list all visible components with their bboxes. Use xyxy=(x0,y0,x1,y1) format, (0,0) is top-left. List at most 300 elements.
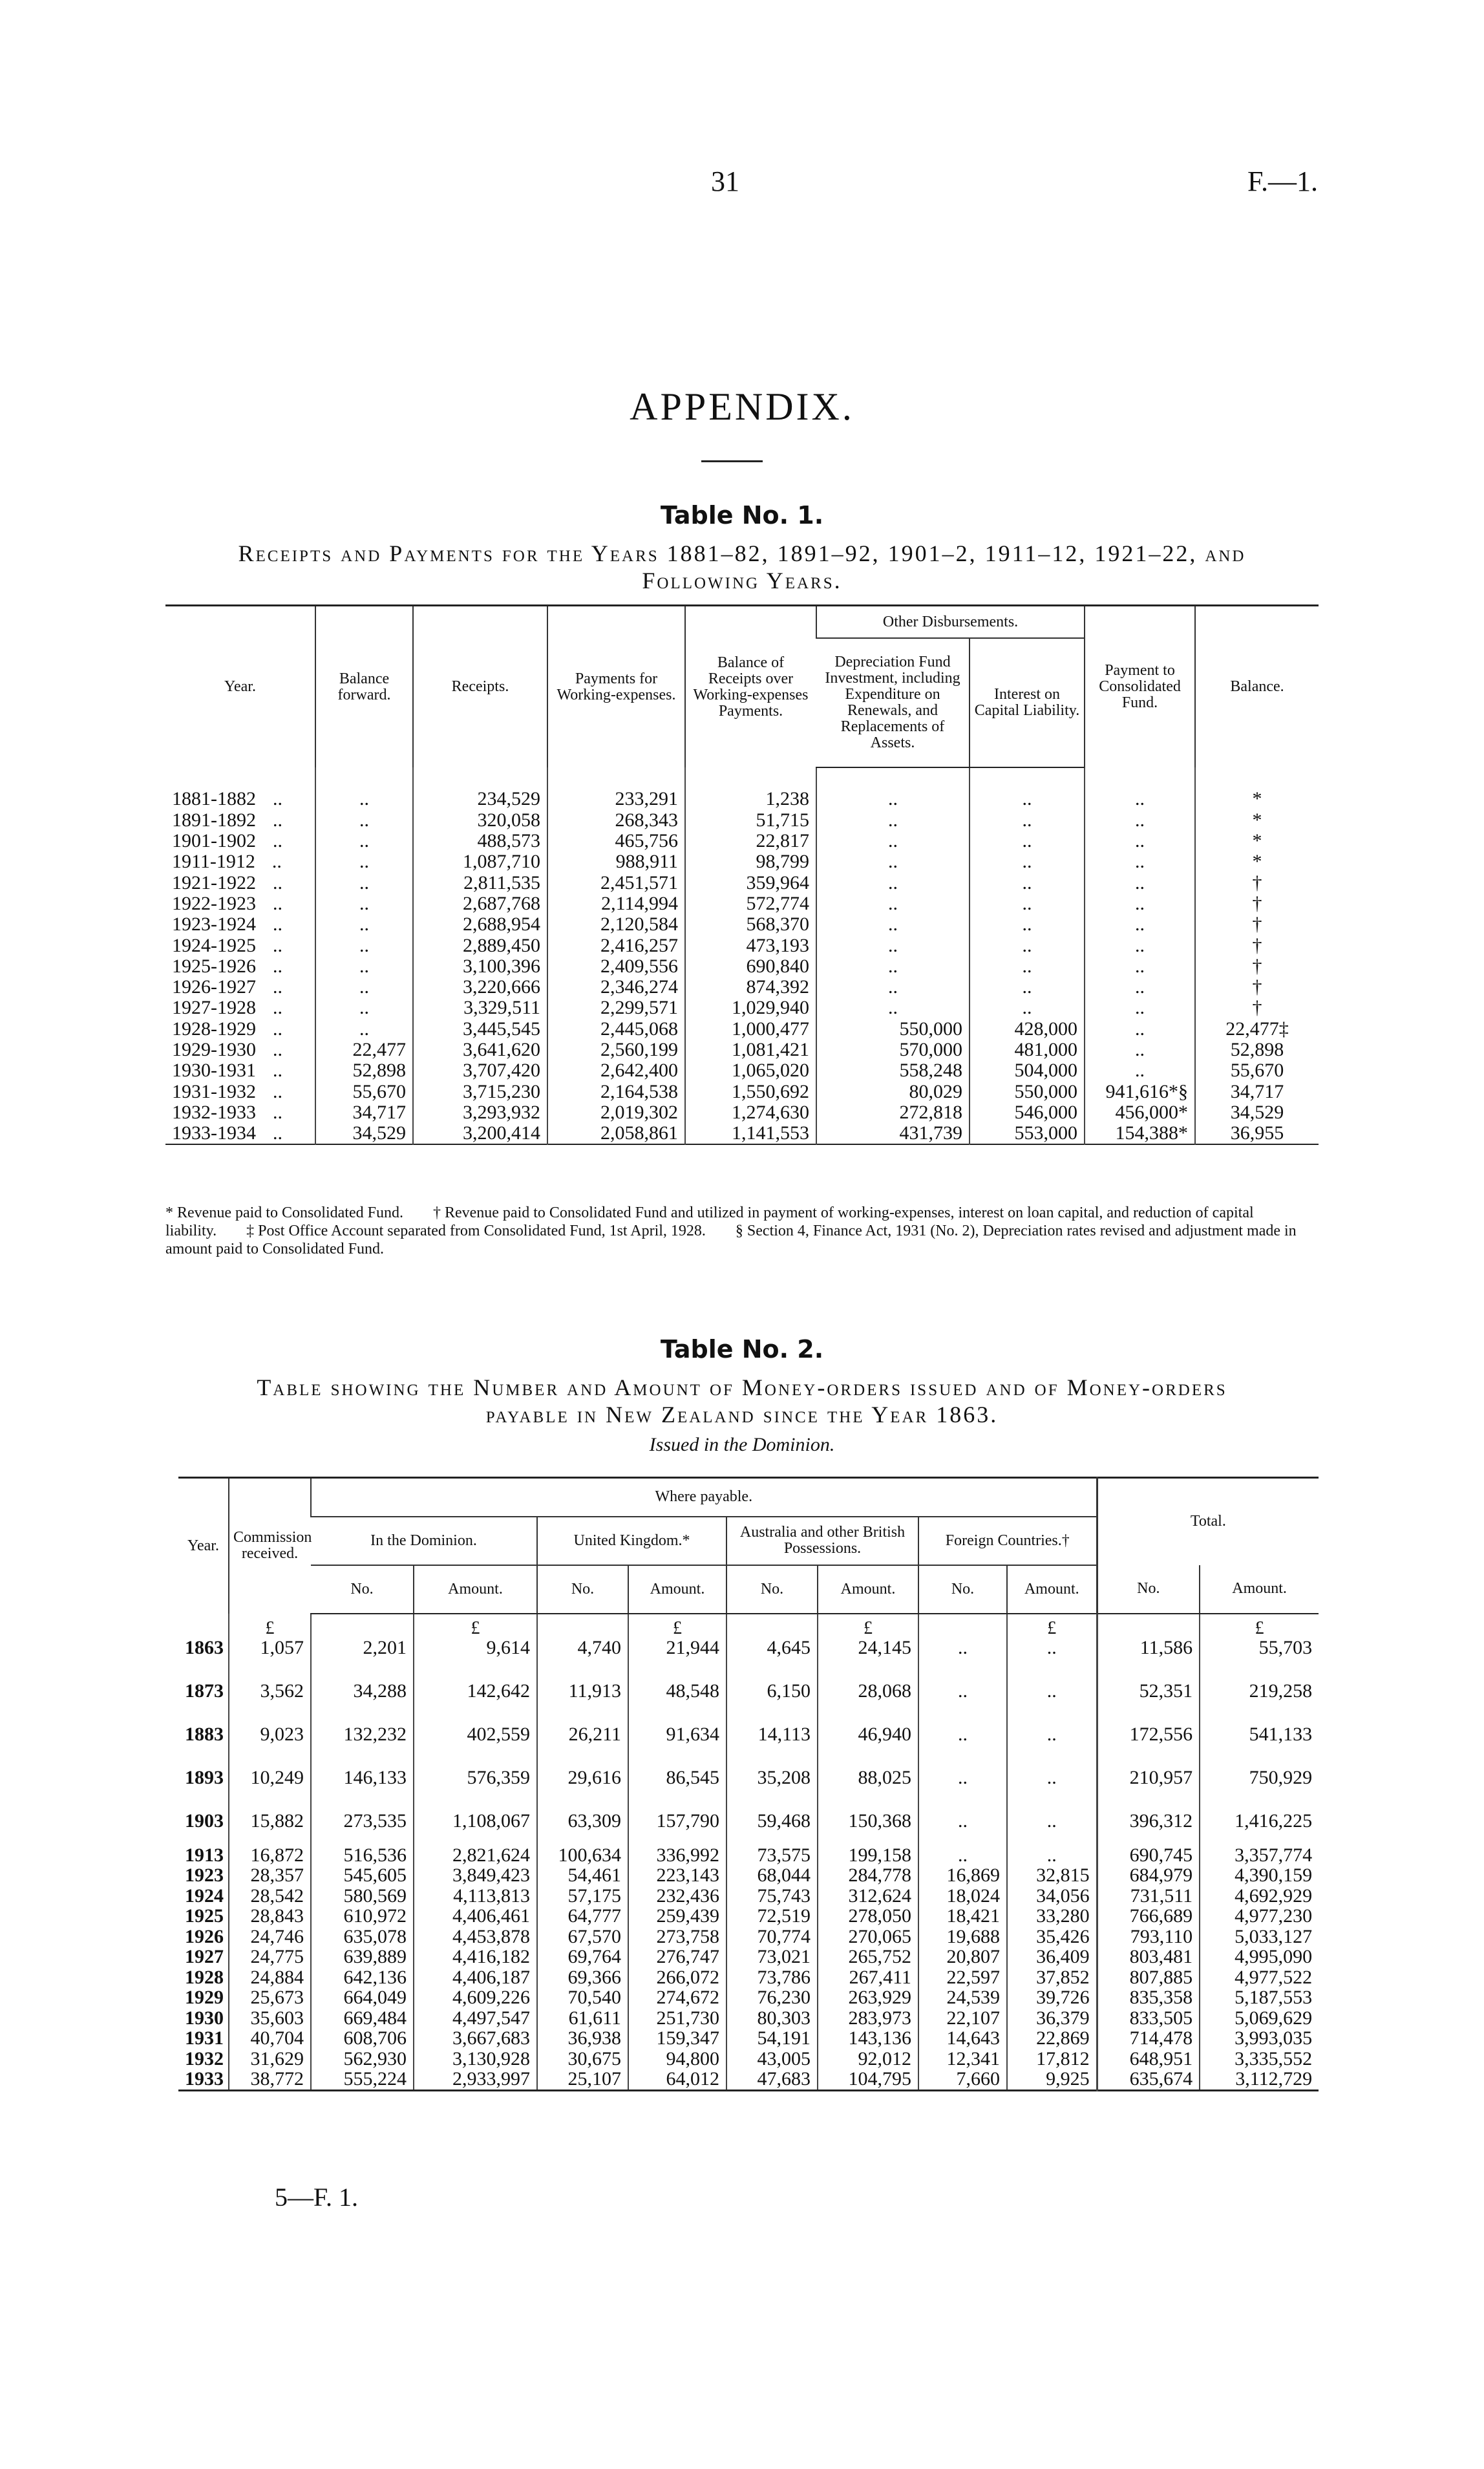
cell-balance: 36,955 xyxy=(1195,1123,1319,1144)
cell-payments: 268,343 xyxy=(547,810,685,831)
cell-commission: 31,629 xyxy=(229,2049,311,2069)
cell-australia-amount: 283,973 xyxy=(818,2008,918,2029)
cell-dominion-no: 273,535 xyxy=(311,1788,414,1831)
cell-year xyxy=(165,1102,315,1123)
cell-dominion-amount: 3,667,683 xyxy=(414,2028,537,2049)
cell-total-amount: 5,069,629 xyxy=(1200,2008,1319,2029)
cell-receipts: 2,811,535 xyxy=(413,872,547,893)
table-row xyxy=(178,1987,1319,2008)
cell-payments: 2,445,068 xyxy=(547,1019,685,1040)
cell-australia-no: 70,774 xyxy=(726,1927,818,1947)
cell-depreciation: .. xyxy=(816,789,970,809)
cell-dominion-no: 642,136 xyxy=(311,1967,414,1988)
cell-australia-amount: 46,940 xyxy=(818,1701,918,1744)
cell-receipts: 3,220,666 xyxy=(413,977,547,998)
cell-total-amount: 4,995,090 xyxy=(1200,1947,1319,1967)
cell-receipts: 3,200,414 xyxy=(413,1123,547,1144)
cell-depreciation: .. xyxy=(816,935,970,956)
cell-australia-no: 59,468 xyxy=(726,1788,818,1831)
cell-depreciation: .. xyxy=(816,851,970,872)
cell-year: 1863 xyxy=(185,1636,224,1658)
cell-interest: .. xyxy=(970,831,1085,851)
cell-balance-receipts: 1,081,421 xyxy=(685,1040,816,1060)
col-australia-amount: Amount. xyxy=(818,1565,918,1614)
cell-foreign-amount: .. xyxy=(1007,1701,1097,1744)
cell-australia-amount: 28,068 xyxy=(818,1658,918,1701)
row-leader: .. xyxy=(273,871,282,893)
cell-dominion-no: 635,078 xyxy=(311,1927,414,1947)
cell-uk-no: 54,461 xyxy=(537,1865,628,1886)
cell-foreign-amount: 36,409 xyxy=(1007,1947,1097,1967)
col-balance-forward: Balance forward. xyxy=(315,606,413,768)
col-australia-no: No. xyxy=(726,1565,818,1614)
cell-value: 1,057 xyxy=(260,1636,304,1658)
cell-commission: 25,673 xyxy=(229,1987,311,2008)
cell-year: 1933 xyxy=(185,2068,224,2090)
cell-australia-no: 4,645 xyxy=(726,1614,818,1658)
table2-title-line1: Table showing the Number and Amount of Money-orders issued and of Money-orders xyxy=(257,1374,1227,1400)
cell-foreign-amount: 22,869 xyxy=(1007,2028,1097,2049)
cell-year xyxy=(165,872,315,893)
cell-total-amount: 5,187,553 xyxy=(1200,1987,1319,2008)
cell-australia-no: 43,005 xyxy=(726,2049,818,2069)
cell-year: 1903 xyxy=(185,1810,224,1832)
cell-uk-amount: 266,072 xyxy=(628,1967,726,1988)
cell-balance: † xyxy=(1195,914,1319,935)
cell-uk-no: 100,634 xyxy=(537,1845,628,1866)
cell-australia-no: 73,786 xyxy=(726,1967,818,1988)
cell-payment-consolidated-fund: .. xyxy=(1085,1060,1195,1081)
row-leader: .. xyxy=(271,851,282,873)
cell-uk-no: 69,764 xyxy=(537,1947,628,1967)
cell-interest: .. xyxy=(970,935,1085,956)
table-row xyxy=(165,789,1319,809)
cell-commission: 9,023 xyxy=(229,1701,311,1744)
cell-dominion-no: 545,605 xyxy=(311,1865,414,1886)
cell-balance-receipts: 359,964 xyxy=(685,872,816,893)
row-year: 1927-1928 xyxy=(172,997,256,1019)
spacer-cell xyxy=(414,1831,537,1845)
cell-depreciation: .. xyxy=(816,977,970,998)
cell-foreign-no: .. xyxy=(918,1744,1007,1788)
cell-payment-consolidated-fund: 941,616*§ xyxy=(1085,1081,1195,1102)
pound-symbol: £ xyxy=(1255,1618,1264,1638)
cell-payment-consolidated-fund: .. xyxy=(1085,914,1195,935)
cell-balance-receipts: 1,550,692 xyxy=(685,1081,816,1102)
spacer-cell xyxy=(1200,1831,1319,1845)
col-foreign-amount: Amount. xyxy=(1007,1565,1097,1614)
cell-receipts: 3,100,396 xyxy=(413,956,547,977)
cell-australia-amount: 143,136 xyxy=(818,2028,918,2049)
cell-dominion-amount: 3,130,928 xyxy=(414,2049,537,2069)
cell-foreign-amount: .. xyxy=(1007,1845,1097,1866)
cell-foreign-amount: .. xyxy=(1007,1658,1097,1701)
cell-uk-amount: 91,634 xyxy=(628,1701,726,1744)
pound-symbol: £ xyxy=(673,1618,682,1638)
col-year: Year. xyxy=(224,678,256,695)
spacer-cell xyxy=(628,1831,726,1845)
table-row xyxy=(165,810,1319,831)
cell-uk-amount: 259,439 xyxy=(628,1906,726,1927)
table-row xyxy=(165,998,1319,1018)
table-row xyxy=(178,2049,1319,2069)
cell-payment-consolidated-fund: .. xyxy=(1085,851,1195,872)
cell-uk-no: 26,211 xyxy=(537,1701,628,1744)
cell-balance-receipts: 1,065,020 xyxy=(685,1060,816,1081)
pound-symbol: £ xyxy=(864,1618,873,1638)
cell-depreciation: 80,029 xyxy=(816,1081,970,1102)
cell-year: 1893 xyxy=(185,1766,224,1788)
cell-australia-amount: 312,624 xyxy=(818,1886,918,1907)
row-year: 1922-1923 xyxy=(172,892,256,914)
row-year: 1921-1922 xyxy=(172,871,256,893)
cell-payments: 2,560,199 xyxy=(547,1040,685,1060)
cell-receipts: 234,529 xyxy=(413,789,547,809)
cell-uk-amount: 232,436 xyxy=(628,1886,726,1907)
cell-interest: 546,000 xyxy=(970,1102,1085,1123)
col-payments: Payments for Working-expenses. xyxy=(547,606,685,768)
cell-foreign-amount xyxy=(1007,1614,1097,1658)
table1-title-line1: Receipts and Payments for the Years 1881–82, 1891–92, 1901–2, 1911–12, 1921–22, and xyxy=(238,540,1246,566)
row-year: 1924-1925 xyxy=(172,934,256,956)
table-row xyxy=(165,893,1319,914)
cell-dominion-no: 664,049 xyxy=(311,1987,414,2008)
cell-year xyxy=(165,977,315,998)
cell-commission: 10,249 xyxy=(229,1744,311,1788)
cell-balance-forward: .. xyxy=(315,789,413,809)
cell-foreign-no: .. xyxy=(918,1845,1007,1866)
cell-depreciation: 558,248 xyxy=(816,1060,970,1081)
col-group-other-disbursements: Other Disbursements. xyxy=(816,606,1085,639)
col-commission: Commission received. xyxy=(229,1478,311,1614)
cell-interest: .. xyxy=(970,893,1085,914)
cell-dominion-no: 639,889 xyxy=(311,1947,414,1967)
cell-receipts: 1,087,710 xyxy=(413,851,547,872)
cell-balance-receipts: 1,141,553 xyxy=(685,1123,816,1144)
cell-uk-amount: 94,800 xyxy=(628,2049,726,2069)
cell-commission: 28,542 xyxy=(229,1886,311,1907)
cell-total-no: 731,511 xyxy=(1097,1886,1200,1907)
cell-total-no: 210,957 xyxy=(1097,1744,1200,1788)
cell-uk-amount: 159,347 xyxy=(628,2028,726,2049)
cell-total-amount: 3,357,774 xyxy=(1200,1845,1319,1866)
cell-payments: 2,058,861 xyxy=(547,1123,685,1144)
table-row xyxy=(178,1845,1319,1866)
table-row xyxy=(178,1701,1319,1744)
cell-balance: 34,529 xyxy=(1195,1102,1319,1123)
cell-balance-forward: .. xyxy=(315,893,413,914)
cell-payment-consolidated-fund: .. xyxy=(1085,956,1195,977)
cell-balance-forward: .. xyxy=(315,935,413,956)
page-number: 31 xyxy=(711,166,739,197)
cell-uk-no: 63,309 xyxy=(537,1788,628,1831)
money-orders-table xyxy=(178,1477,1319,2091)
cell-interest: .. xyxy=(970,789,1085,809)
cell-total-amount: 4,977,522 xyxy=(1200,1967,1319,1988)
table-row xyxy=(178,2028,1319,2049)
cell-total-amount: 3,993,035 xyxy=(1200,2028,1319,2049)
cell-interest: .. xyxy=(970,956,1085,977)
cell-dominion-no: 580,569 xyxy=(311,1886,414,1907)
cell-foreign-no: .. xyxy=(918,1658,1007,1701)
cell-depreciation: .. xyxy=(816,893,970,914)
cell-total-no: 396,312 xyxy=(1097,1788,1200,1831)
cell-balance-forward: .. xyxy=(315,956,413,977)
cell-receipts: 3,445,545 xyxy=(413,1019,547,1040)
cell-receipts: 2,687,768 xyxy=(413,893,547,914)
row-leader: .. xyxy=(273,1039,282,1060)
cell-depreciation: 570,000 xyxy=(816,1040,970,1060)
cell-receipts: 2,688,954 xyxy=(413,914,547,935)
cell-commission xyxy=(229,1614,311,1658)
cell-australia-amount: 267,411 xyxy=(818,1967,918,1988)
footnote-asterisk: * Revenue paid to Consolidated Fund. xyxy=(165,1204,403,1221)
cell-interest: .. xyxy=(970,810,1085,831)
cell-foreign-amount: 35,426 xyxy=(1007,1927,1097,1947)
cell-year: 1930 xyxy=(185,2007,224,2029)
cell-total-amount: 3,112,729 xyxy=(1200,2069,1319,2090)
cell-total-amount: 541,133 xyxy=(1200,1701,1319,1744)
pound-symbol: £ xyxy=(471,1618,480,1638)
cell-depreciation: 272,818 xyxy=(816,1102,970,1123)
cell-total-amount: 5,033,127 xyxy=(1200,1927,1319,1947)
row-year: 1911-1912 xyxy=(172,851,255,873)
cell-depreciation: .. xyxy=(816,998,970,1018)
footnote-dagger: † Revenue paid to Consolidated Fund and utilized in payment of working-expenses, interest on loan capital, and reduction of capital liability. xyxy=(165,1204,1254,1239)
cell-balance-forward: .. xyxy=(315,977,413,998)
cell-year xyxy=(165,1081,315,1102)
cell-balance-receipts: 1,000,477 xyxy=(685,1019,816,1040)
cell-interest: 504,000 xyxy=(970,1060,1085,1081)
cell-dominion-amount: 2,933,997 xyxy=(414,2069,537,2090)
cell-depreciation: .. xyxy=(816,956,970,977)
col-group-total: Total. xyxy=(1097,1478,1319,1565)
cell-payment-consolidated-fund: .. xyxy=(1085,1019,1195,1040)
title-divider xyxy=(701,460,763,462)
cell-balance: † xyxy=(1195,935,1319,956)
cell-balance-receipts: 51,715 xyxy=(685,810,816,831)
cell-foreign-no: .. xyxy=(918,1614,1007,1658)
table-row xyxy=(178,1967,1319,1988)
col-payment-consolidated-fund: Payment to Consolidated Fund. xyxy=(1085,606,1195,768)
spacer-cell xyxy=(537,1831,628,1845)
cell-receipts: 320,058 xyxy=(413,810,547,831)
cell-australia-amount: 150,368 xyxy=(818,1788,918,1831)
cell-australia-amount xyxy=(818,1614,918,1658)
spacer-cell xyxy=(229,1831,311,1845)
cell-year: 1913 xyxy=(185,1844,224,1866)
cell-payment-consolidated-fund: .. xyxy=(1085,1040,1195,1060)
cell-total-no: 793,110 xyxy=(1097,1927,1200,1947)
cell-year: 1929 xyxy=(185,1987,224,2009)
cell-balance-receipts: 874,392 xyxy=(685,977,816,998)
cell-dominion-no: 34,288 xyxy=(311,1658,414,1701)
table-row xyxy=(178,1658,1319,1701)
cell-balance-forward: 34,717 xyxy=(315,1102,413,1123)
cell-foreign-amount: 17,812 xyxy=(1007,2049,1097,2069)
row-year: 1928-1929 xyxy=(172,1018,256,1040)
table-row xyxy=(165,1060,1319,1081)
table-row xyxy=(165,1040,1319,1060)
table-row xyxy=(165,977,1319,998)
cell-foreign-amount: 33,280 xyxy=(1007,1906,1097,1927)
cell-balance-forward: .. xyxy=(315,831,413,851)
cell-total-no: 52,351 xyxy=(1097,1658,1200,1701)
cell-balance-forward: .. xyxy=(315,851,413,872)
cell-balance-forward: .. xyxy=(315,998,413,1018)
cell-uk-no: 11,913 xyxy=(537,1658,628,1701)
cell-receipts: 3,293,932 xyxy=(413,1102,547,1123)
cell-commission: 15,882 xyxy=(229,1788,311,1831)
cell-payments: 233,291 xyxy=(547,789,685,809)
cell-balance-receipts: 1,274,630 xyxy=(685,1102,816,1123)
table-row xyxy=(178,2008,1319,2029)
cell-year: 1923 xyxy=(185,1865,224,1886)
cell-commission: 28,357 xyxy=(229,1865,311,1886)
cell-dominion-amount: 2,821,624 xyxy=(414,1845,537,1866)
cell-value: 9,614 xyxy=(486,1636,530,1658)
cell-commission: 38,772 xyxy=(229,2069,311,2090)
cell-australia-amount: 199,158 xyxy=(818,1845,918,1866)
cell-uk-no: 36,938 xyxy=(537,2028,628,2049)
cell-dominion-amount: 4,416,182 xyxy=(414,1947,537,1967)
cell-payments: 2,114,994 xyxy=(547,893,685,914)
spacer-cell xyxy=(311,1831,414,1845)
cell-australia-no: 54,191 xyxy=(726,2028,818,2049)
cell-dominion-no: 2,201 xyxy=(311,1614,414,1658)
page-signature: 5—F. 1. xyxy=(275,2183,359,2212)
cell-foreign-no: 22,107 xyxy=(918,2008,1007,2029)
row-leader: .. xyxy=(273,1060,282,1082)
table-row xyxy=(178,2069,1319,2090)
cell-uk-no: 29,616 xyxy=(537,1744,628,1788)
page-title: APPENDIX. xyxy=(630,385,854,428)
footnote-section: § Section 4, Finance Act, 1931 (No. 2), Depreciation rates revised and adjustment made in amount paid to Consolidated Fund. xyxy=(165,1223,1297,1257)
cell-depreciation: .. xyxy=(816,872,970,893)
cell-uk-amount: 157,790 xyxy=(628,1788,726,1831)
cell-balance-forward: 34,529 xyxy=(315,1123,413,1144)
cell-total-no: 803,481 xyxy=(1097,1947,1200,1967)
cell-balance-forward: 52,898 xyxy=(315,1060,413,1081)
cell-foreign-amount: .. xyxy=(1007,1788,1097,1831)
cell-balance-receipts: 98,799 xyxy=(685,851,816,872)
cell-balance: 34,717 xyxy=(1195,1081,1319,1102)
cell-uk-no: 4,740 xyxy=(537,1614,628,1658)
cell-payments: 2,019,302 xyxy=(547,1102,685,1123)
cell-balance-forward: .. xyxy=(315,914,413,935)
row-leader: .. xyxy=(273,934,282,956)
col-uk-amount: Amount. xyxy=(628,1565,726,1614)
row-leader: .. xyxy=(273,1122,282,1144)
cell-dominion-amount: 402,559 xyxy=(414,1701,537,1744)
row-year: 1881-1882 xyxy=(172,788,256,810)
cell-year xyxy=(165,1040,315,1060)
table-row xyxy=(178,1614,1319,1658)
cell-total-no: 835,358 xyxy=(1097,1987,1200,2008)
cell-foreign-amount: 39,726 xyxy=(1007,1987,1097,2008)
table-row xyxy=(165,956,1319,977)
cell-total-amount xyxy=(1200,1614,1319,1658)
cell-balance: * xyxy=(1195,851,1319,872)
table-row xyxy=(178,1947,1319,1967)
cell-depreciation: .. xyxy=(816,810,970,831)
cell-foreign-no: 16,869 xyxy=(918,1865,1007,1886)
cell-balance: * xyxy=(1195,831,1319,851)
cell-commission: 24,775 xyxy=(229,1947,311,1967)
cell-total-no: 648,951 xyxy=(1097,2049,1200,2069)
row-leader: .. xyxy=(273,1018,282,1040)
cell-australia-no: 14,113 xyxy=(726,1701,818,1744)
spacer-cell xyxy=(726,1831,818,1845)
cell-uk-no: 67,570 xyxy=(537,1927,628,1947)
cell-foreign-no: 14,643 xyxy=(918,2028,1007,2049)
cell-balance: * xyxy=(1195,789,1319,809)
table-row xyxy=(165,1123,1319,1144)
cell-dominion-amount: 4,497,547 xyxy=(414,2008,537,2029)
cell-dominion-amount xyxy=(414,1614,537,1658)
cell-balance: † xyxy=(1195,998,1319,1018)
cell-balance: † xyxy=(1195,872,1319,893)
cell-australia-no: 35,208 xyxy=(726,1744,818,1788)
cell-australia-no: 68,044 xyxy=(726,1865,818,1886)
cell-balance: * xyxy=(1195,810,1319,831)
row-spacer xyxy=(178,1831,1319,1845)
table-row xyxy=(178,1744,1319,1788)
cell-foreign-amount: 36,379 xyxy=(1007,2008,1097,2029)
cell-year: 1927 xyxy=(185,1946,224,1968)
cell-receipts: 3,329,511 xyxy=(413,998,547,1018)
cell-year xyxy=(165,998,315,1018)
cell-interest: .. xyxy=(970,977,1085,998)
cell-year xyxy=(165,1060,315,1081)
cell-uk-amount: 48,548 xyxy=(628,1658,726,1701)
cell-dominion-no: 610,972 xyxy=(311,1906,414,1927)
cell-interest: 553,000 xyxy=(970,1123,1085,1144)
cell-year xyxy=(165,914,315,935)
col-total-no: No. xyxy=(1097,1565,1200,1614)
cell-receipts: 3,715,230 xyxy=(413,1081,547,1102)
cell-australia-no: 6,150 xyxy=(726,1658,818,1701)
row-year: 1923-1924 xyxy=(172,914,256,935)
cell-payment-consolidated-fund: .. xyxy=(1085,977,1195,998)
cell-foreign-amount: .. xyxy=(1007,1744,1097,1788)
cell-payments: 2,451,571 xyxy=(547,872,685,893)
cell-foreign-amount: 9,925 xyxy=(1007,2069,1097,2090)
cell-dominion-amount: 4,609,226 xyxy=(414,1987,537,2008)
cell-australia-no: 73,575 xyxy=(726,1845,818,1866)
cell-uk-amount xyxy=(628,1614,726,1658)
table1-label: Table No. 1. xyxy=(660,501,824,529)
cell-value: .. xyxy=(1046,1636,1057,1658)
cell-year: 1932 xyxy=(185,2047,224,2069)
row-leader: .. xyxy=(273,892,282,914)
cell-balance-forward: .. xyxy=(315,810,413,831)
cell-value: 24,145 xyxy=(858,1636,911,1658)
cell-payment-consolidated-fund: .. xyxy=(1085,893,1195,914)
cell-year xyxy=(165,1123,315,1144)
cell-uk-no: 64,777 xyxy=(537,1906,628,1927)
table2-title-line2: payable in New Zealand since the Year 1863. xyxy=(485,1402,999,1427)
row-year: 1901-1902 xyxy=(172,830,256,852)
col-uk-no: No. xyxy=(537,1565,628,1614)
cell-uk-amount: 276,747 xyxy=(628,1947,726,1967)
cell-year: 1883 xyxy=(185,1723,224,1745)
cell-total-no: 11,586 xyxy=(1097,1614,1200,1658)
cell-payments: 2,120,584 xyxy=(547,914,685,935)
table-row xyxy=(165,914,1319,935)
cell-interest: .. xyxy=(970,998,1085,1018)
table-row xyxy=(165,1081,1319,1102)
